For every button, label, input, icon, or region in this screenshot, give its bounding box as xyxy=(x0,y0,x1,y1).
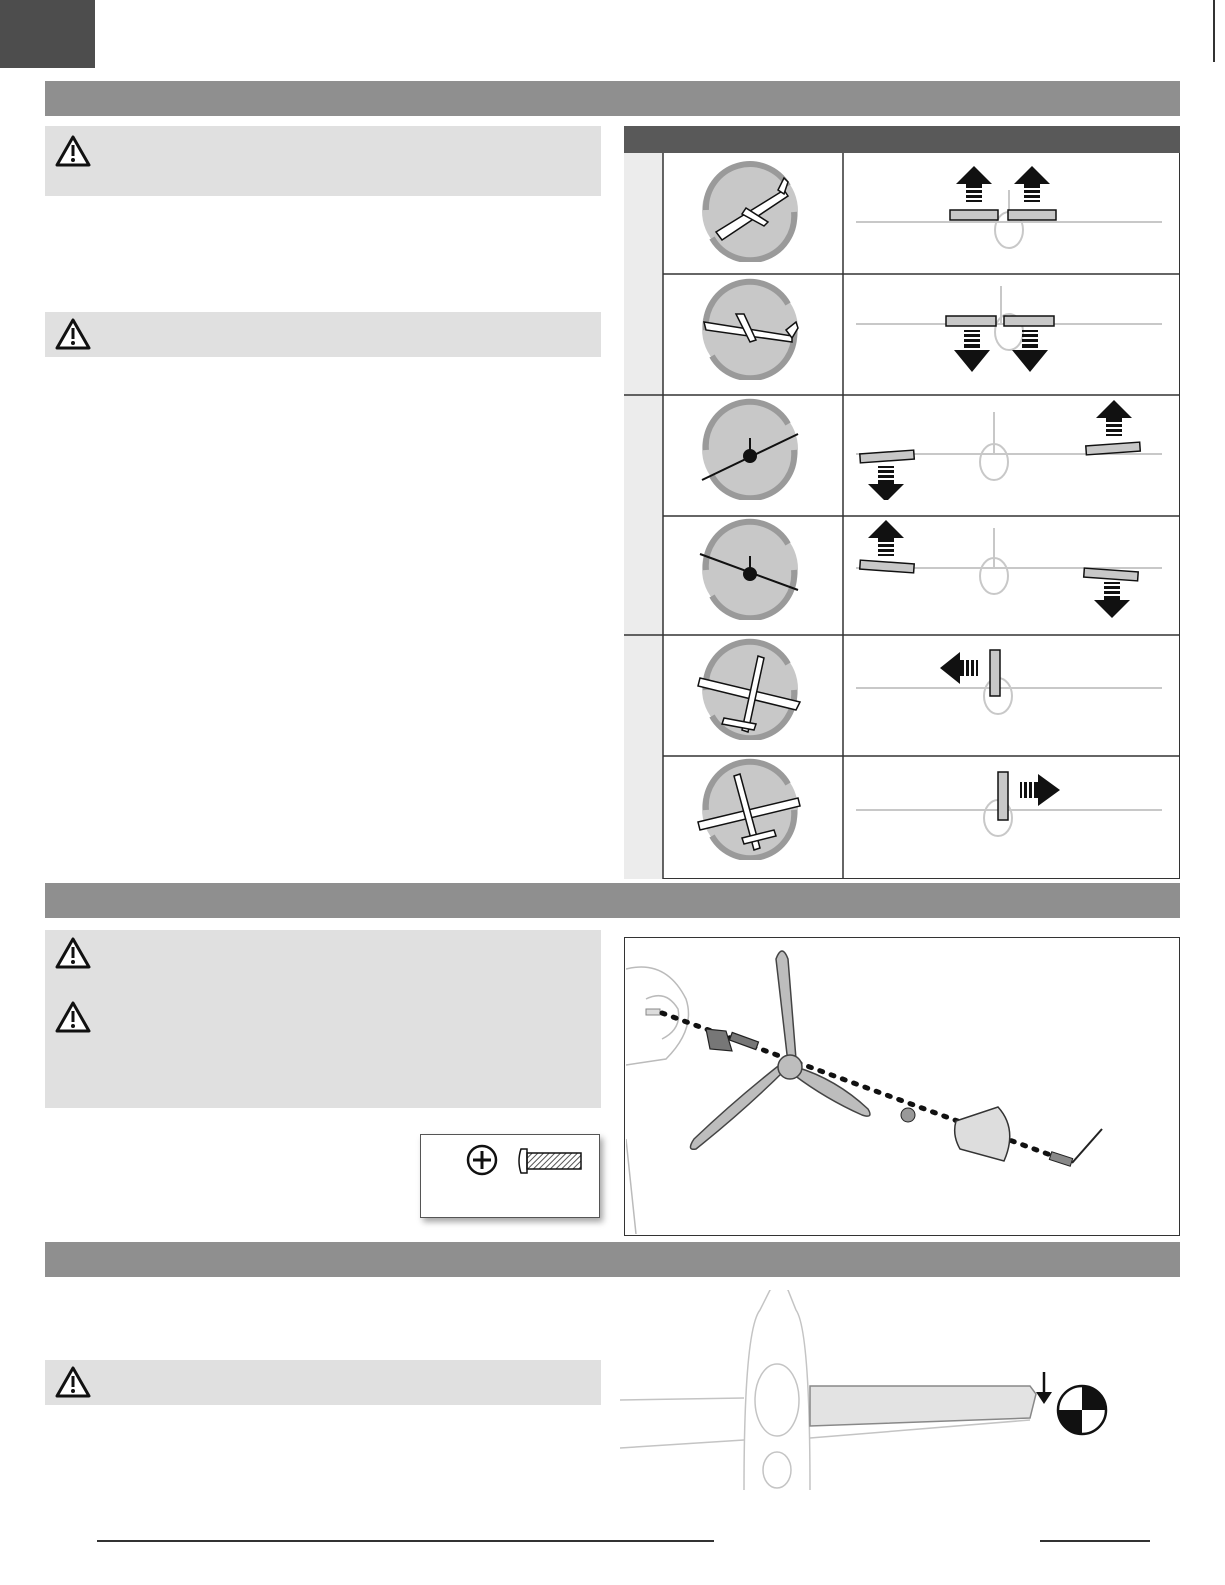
control-arrow-icon xyxy=(956,166,992,202)
warning-note-box-4 xyxy=(45,1360,601,1405)
warning-icon xyxy=(55,1365,91,1399)
footer-rule-right xyxy=(1040,1540,1150,1542)
warning-icon xyxy=(55,317,91,351)
warning-icon xyxy=(55,936,91,970)
footer-rule-left xyxy=(97,1540,714,1542)
screw-side-icon xyxy=(517,1145,585,1177)
page-corner-tab xyxy=(0,0,95,68)
plane-attitude-icon xyxy=(688,758,812,860)
section-header-bar-2 xyxy=(45,883,1180,918)
plane-attitude-icon xyxy=(688,160,812,262)
warning-icon xyxy=(55,134,91,168)
propeller-assembly-drawing xyxy=(626,939,1178,1234)
control-surface-diagram xyxy=(846,160,1172,262)
plane-attitude-icon xyxy=(688,398,812,500)
warning-note-box-2 xyxy=(45,312,601,357)
section-header-bar-3 xyxy=(45,1242,1180,1277)
plane-attitude-icon xyxy=(688,638,812,740)
warning-note-box-3 xyxy=(45,930,601,1108)
control-surface-diagram xyxy=(846,278,1172,380)
control-arrow-icon xyxy=(1036,1372,1052,1404)
balance-point-icon xyxy=(1058,1386,1106,1434)
control-surface-diagram xyxy=(846,518,1172,620)
warning-note-box-1 xyxy=(45,126,601,196)
phillips-screw-icon xyxy=(465,1143,499,1177)
warning-icon xyxy=(55,1000,91,1034)
control-surface-diagram xyxy=(846,398,1172,500)
control-table-header xyxy=(624,126,1180,153)
section-header-bar-1 xyxy=(45,81,1180,116)
page-edge-mark xyxy=(1213,0,1215,62)
control-surface-diagram xyxy=(846,638,1172,740)
plane-attitude-icon xyxy=(688,518,812,620)
hardware-callout-card xyxy=(420,1134,600,1218)
control-surface-diagram xyxy=(846,758,1172,860)
wing-balance-diagram xyxy=(620,1290,1120,1515)
plane-attitude-icon xyxy=(688,278,812,380)
